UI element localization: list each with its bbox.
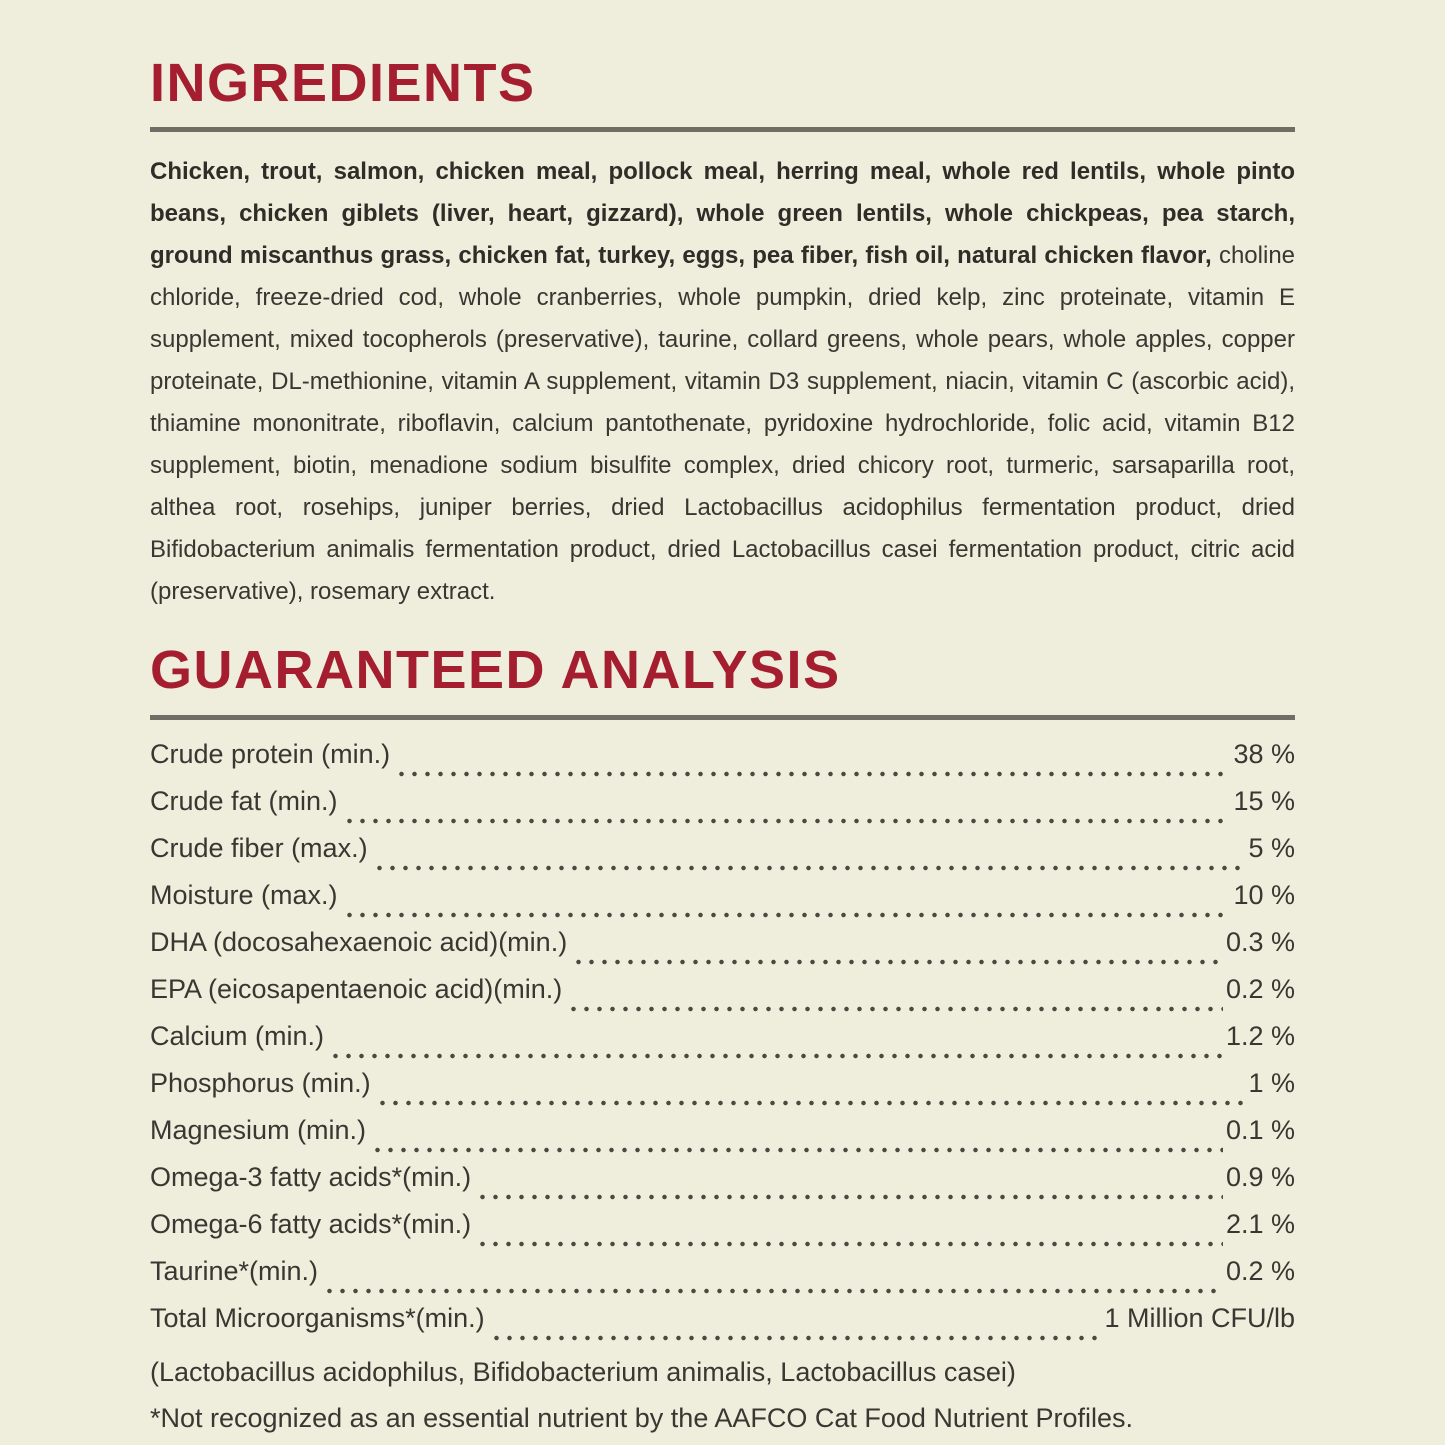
dot-leader [347, 912, 1231, 918]
ingredients-secondary-text: choline chloride, freeze-dried cod, whole cranberries, whole pumpkin, dried kelp, zinc proteinate, vitamin E supplement, mixed tocopherols (preservative), taurine, collard greens, whole pears, whole apples, copper proteinate, DL-methionine, vitamin A supplement, vitamin D3 supplement, niacin, vitamin C (ascorbic acid), thiamine mononitrate, riboflavin, calcium pantothenate, pyridoxine hydrochloride, folic acid, vitamin B12 supplement, biotin, menadione sodium bisulfite complex, dried chicory root, turmeric, sarsaparilla root, althea root, rosehips, juniper berries, dried Lactobacillus acidophilus fermentation product, dried Bifidobacterium animalis fermentation product, dried Lactobacillus casei fermentation product, citric acid (preservative), rosemary extract. [150, 242, 1296, 606]
ingredients-heading: INGREDIENTS [150, 53, 536, 113]
analysis-row [150, 786, 1295, 833]
dot-leader [327, 1288, 1223, 1294]
dot-leader [333, 1053, 1223, 1059]
nutrient-value: 10 % [1233, 879, 1295, 910]
dot-leader [576, 959, 1223, 965]
analysis-row [150, 1115, 1295, 1162]
dot-leader [347, 818, 1231, 824]
nutrient-value: 38 % [1233, 738, 1295, 769]
analysis-row [150, 1256, 1295, 1303]
nutrient-value: 1 % [1248, 1067, 1295, 1098]
analysis-row [150, 880, 1295, 927]
nutrient-value: 1.2 % [1225, 1020, 1295, 1051]
guaranteed-analysis-heading: GUARANTEED ANALYSIS [150, 640, 841, 701]
nutrient-label: Omega-6 fatty acids*(min.) [150, 1208, 472, 1239]
dot-leader [494, 1335, 1102, 1341]
nutrient-value: 0.2 % [1225, 973, 1295, 1004]
microorganisms-species-note: (Lactobacillus acidophilus, Bifidobacterium animalis, Lactobacillus casei) [150, 1357, 1016, 1388]
analysis-row [150, 927, 1295, 974]
nutrient-label: Total Microorganisms*(min.) [150, 1302, 485, 1333]
analysis-divider [150, 715, 1295, 720]
nutrient-value: 5 % [1248, 832, 1295, 863]
nutrient-label: Taurine*(min.) [150, 1255, 319, 1286]
dot-leader [377, 865, 1246, 871]
nutrient-value: 2.1 % [1225, 1208, 1295, 1239]
nutrient-label: Calcium (min.) [150, 1020, 325, 1051]
nutrient-label: Magnesium (min.) [150, 1114, 367, 1145]
analysis-row [150, 739, 1295, 786]
nutrient-label: Crude fiber (max.) [150, 832, 368, 863]
nutrient-value: 1 Million CFU/lb [1104, 1302, 1295, 1333]
nutrient-label: EPA (eicosapentaenoic acid)(min.) [150, 973, 563, 1004]
ingredients-paragraph [150, 151, 1295, 613]
analysis-table [150, 739, 1295, 1442]
nutrient-label: Crude fat (min.) [150, 785, 338, 816]
analysis-row [150, 1068, 1295, 1115]
guaranteed-analysis-section [150, 641, 1295, 1441]
dot-leader [380, 1100, 1246, 1106]
nutrient-label: Crude protein (min.) [150, 738, 391, 769]
analysis-row [150, 1209, 1295, 1256]
ingredients-section [150, 54, 1295, 613]
analysis-row [150, 1021, 1295, 1068]
dot-leader [571, 1006, 1223, 1012]
dot-leader [480, 1194, 1223, 1200]
nutrient-value: 0.3 % [1225, 926, 1295, 957]
nutrient-value: 0.9 % [1225, 1161, 1295, 1192]
nutrient-label: DHA (docosahexaenoic acid)(min.) [150, 926, 568, 957]
analysis-row [150, 974, 1295, 1021]
nutrient-label: Phosphorus (min.) [150, 1067, 371, 1098]
analysis-row [150, 1303, 1295, 1350]
nutrient-value: 15 % [1233, 785, 1295, 816]
nutrient-value: 0.1 % [1225, 1114, 1295, 1145]
nutrient-label: Omega-3 fatty acids*(min.) [150, 1161, 472, 1192]
nutrient-label: Moisture (max.) [150, 879, 338, 910]
dot-leader [480, 1241, 1223, 1247]
analysis-row [150, 833, 1295, 880]
dot-leader [399, 771, 1230, 777]
ingredients-divider [150, 127, 1295, 132]
nutrient-value: 0.2 % [1225, 1255, 1295, 1286]
analysis-row [150, 1162, 1295, 1209]
dot-leader [375, 1147, 1223, 1153]
aafco-footnote: *Not recognized as an essential nutrient by the AAFCO Cat Food Nutrient Profiles. [150, 1403, 1133, 1434]
ingredients-primary-text: Chicken, trout, salmon, chicken meal, pollock meal, herring meal, whole red lentils, whole pinto beans, chicken giblets (liver, heart, gizzard), whole green lentils, whole chickpeas, pea starch, ground miscanthus grass, chicken fat, turkey, eggs, pea fiber, fish oil, natural chicken flavor, [150, 158, 1295, 270]
